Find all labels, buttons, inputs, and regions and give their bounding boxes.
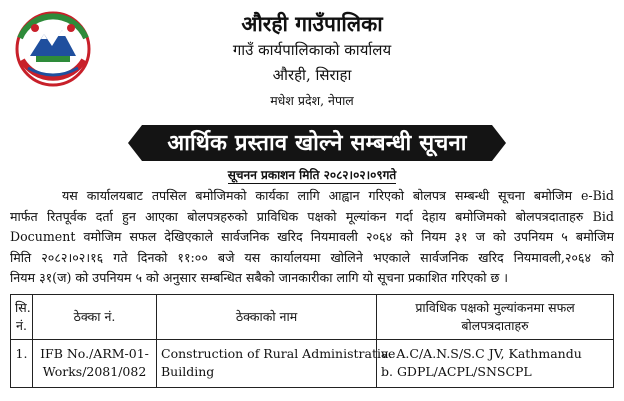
header-contract-no: ठेक्का नं.: [33, 295, 157, 340]
bidders-table: [10, 294, 614, 388]
office-name: गाउँ कार्यपालिकाको कार्यालय: [232, 41, 392, 59]
winner-b: b. GDPL/ACPL/SNSCPL: [381, 364, 532, 379]
contract-name-line2: Building: [161, 364, 215, 379]
cell-contract-no: [33, 340, 157, 388]
municipality-name: औरही गाउँपालिका: [241, 11, 383, 36]
cell-serial: 1.: [11, 340, 33, 388]
header-winners-line2: बोलपत्रदाताहरु: [461, 318, 529, 333]
body-line: यस कार्यालयबाट तपसिल बमोजिमको कार्यका लागि आह्वान गरिएको बोलपत्र सम्बन्धी सूचना बमोजिम e-Bid: [62, 188, 614, 203]
cell-contract-name: [157, 340, 396, 388]
body-line: Document वमोजिम सफल देखिएकाले सार्वजनिक खरिद नियमावली २०६४ को नियम ३१ ज को उपनियम ५ बमोजिम: [10, 229, 614, 245]
header-winners-line1: प्राविधिक पक्षको मुल्यांकनमा सफल: [415, 300, 575, 315]
table-row: [11, 340, 614, 388]
table-header-row: [11, 295, 614, 340]
header-serial-line1: सि.: [15, 300, 31, 315]
header-contract-name: ठेक्काको नाम: [157, 295, 377, 340]
office-location: औरही, सिराहा: [272, 66, 352, 84]
cell-winners: [377, 340, 614, 388]
publication-date-text: सूचनन प्रकाशन मिति २०८२।०२।०९गते: [227, 168, 397, 182]
notice-title: आर्थिक प्रस्ताव खोल्ने सम्बन्धी सूचना: [167, 130, 467, 156]
header-winners: [377, 295, 614, 340]
header-serial-line2: नं.: [16, 318, 27, 333]
notice-title-banner: [128, 125, 506, 161]
province-line: मधेश प्रदेश, नेपाल: [270, 93, 354, 108]
contract-no-line2: Works/2081/082: [42, 364, 147, 379]
body-line: मिति २०८२।०२।१६ गते दिनको ११:०० बजे यस कार्यालयमा खोलिने भएकाले सार्वजनिक खरिद नियमावली,२०६४ को: [10, 249, 614, 265]
publication-date: [0, 166, 624, 183]
winner-a: a. A.C/A.N.S/S.C JV, Kathmandu: [381, 346, 582, 361]
body-line: मार्फत रितपूर्वक दर्ता हुन आएका बोलपत्रहरुको प्राविधिक पक्षको मूल्यांकन गर्दा देहाय बमोजिमको बोलपत्रदाताहरु Bid: [10, 208, 614, 224]
contract-name-line1: Construction of Rural Administrative: [161, 346, 396, 361]
header-serial: [11, 295, 33, 340]
notice-body: [10, 186, 614, 289]
body-line: नियम ३१(ज) को उपनियम ५ को अनुसार सम्बन्धित सबैको जानकारीका लागि यो सूचना प्रकाशित गरिएको छ ।: [10, 270, 509, 286]
contract-no-line1: IFB No./ARM-01-: [40, 346, 149, 361]
